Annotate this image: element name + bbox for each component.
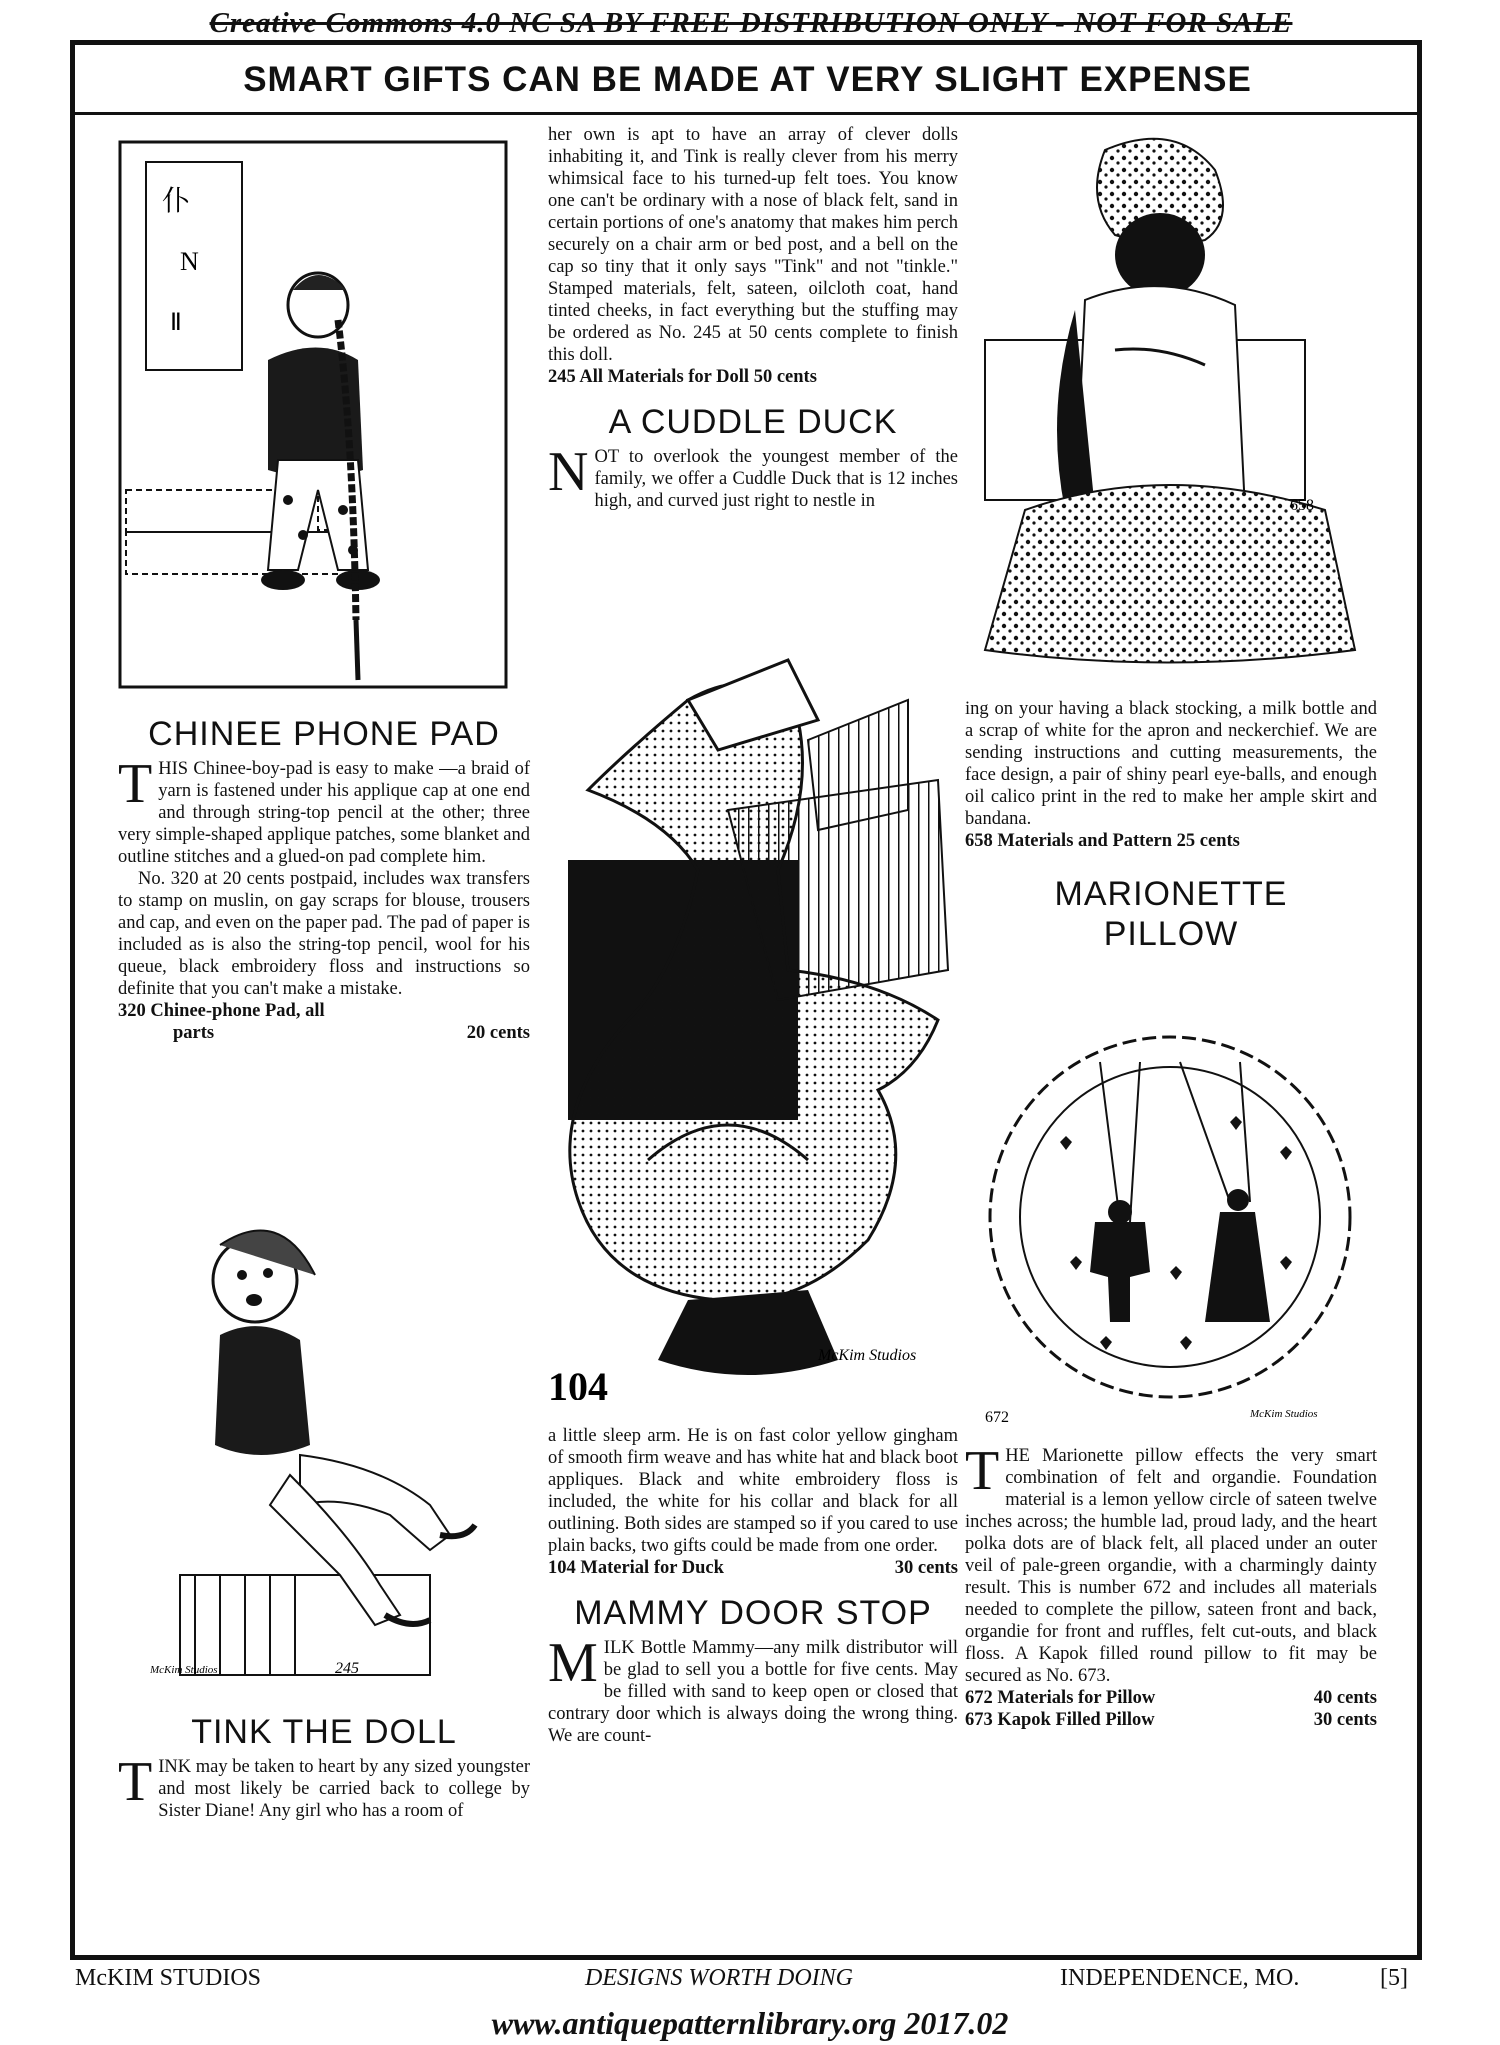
footer-center: DESIGNS WORTH DOING [585,1965,853,1991]
pillow-title-line-2: PILLOW [1103,915,1239,953]
headline-rule [75,112,1420,115]
pillow-title-line-1: MARIONETTE [1054,875,1288,913]
pillow-paragraph-1: HE Marionette pillow effects the very smart combination of felt and organdie. Foundation material is a lemon yellow circle of sateen twelve inches across; the humble lad, proud lady, and the heart polka dots are of black felt, all placed under an outer veil of pale-green organdie, with a charmingly dainty result. This is number 672 and includes all materials needed to complete the pillow, sateen front and back, organdie for front and ruffles, felt cut-outs, and black floss. A Kapok filled round pillow to fit may be secured as No. 673. [965,1446,1377,1686]
mammy-paragraph-1: ILK Bottle Mammy—any milk distributor will be glad to sell you a bottle for five cents. May be filled with sand to keep open or closed that contrary door which is always doing the wrong thing. We are count- [548,1638,958,1746]
tink-dropcap: T [118,1751,153,1813]
duck-body [548,441,958,512]
duck-order-item: 104 Material for Duck [548,1558,724,1578]
pillow-section [965,1440,1377,1731]
chinee-order-line-2 [118,1022,530,1044]
svg-text:仆: 仆 [162,186,191,217]
tink-doll-illustration [150,1205,480,1680]
mammy-continued-section [965,698,1377,954]
pillow-order-673 [965,1709,1377,1731]
footer-left: McKIM STUDIOS [75,1965,261,1991]
tink-studio-mark: McKim Studios [150,1664,218,1676]
mammy-continued-paragraph: ing on your having a black stocking, a milk bottle and a scrap of white for the apron and neckerchief. We are sending instructions and cutting measurements, the face design, a pair of shiny pearl eye-balls, and enough oil calico print in the red to make her ample skirt and bandana. [965,699,1377,829]
chinee-title: CHINEE PHONE PAD [148,715,500,753]
pillow-order-672-price: 40 cents [1313,1688,1377,1708]
chinee-section [118,714,530,1044]
license-text: Creative Commons 4.0 NC SA BY FREE DISTRIBUTION ONLY - NOT FOR SALE [209,7,1293,39]
mammy-door-stop-illustration [965,130,1375,670]
svg-text:N: N [180,247,199,276]
tink-order: 245 All Materials for Doll 50 cents [548,367,817,387]
site-credit: www.antiquepatternlibrary.org 2017.02 [491,2005,1009,2041]
pillow-body [965,1440,1377,1687]
pillow-order-673-price: 30 cents [1313,1710,1377,1730]
pillow-order-673-item: 673 Kapok Filled Pillow [965,1710,1155,1730]
pillow-studio-mark: McKim Studios [1250,1408,1318,1420]
footer-right: INDEPENDENCE, MO. [1060,1965,1300,1991]
duck-order-price: 30 cents [894,1558,958,1578]
mammy-body [548,1632,958,1747]
tink-section [118,1712,530,1822]
duck-dropcap: N [548,441,589,503]
footer-page-number: [5] [1380,1965,1408,1991]
chinee-phone-pad-illustration [118,140,508,690]
chinee-body [118,753,530,1000]
chinee-order-parts: parts [173,1023,215,1043]
duck-paragraph-1: OT to overlook the youngest member of the family, we offer a Cuddle Duck that is 12 inches high, and curved just right to nestle in [594,447,958,511]
chinee-paragraph-1: HIS Chinee-boy-pad is easy to make —a braid of yarn is fastened under his applique cap at one end and through string-top pencil at the other; three very simple-shaped applique patches, some blanket and outline stitches and a glued-on pad complete him. [118,759,530,867]
pillow-order-672-item: 672 Materials for Pillow [965,1688,1156,1708]
chinee-order-line-1: 320 Chinee-phone Pad, all [118,1001,325,1021]
pillow-caption: 672 [985,1409,1009,1426]
duck-continued-paragraph: a little sleep arm. He is on fast color yellow gingham of smooth firm weave and has white hat and black boot appliques. Black and white embroidery floss is included, the white for his collar and black for all outlining. Both sides are stamped so if you cared to use plain backs, two gifts could be made from one order. [548,1426,958,1556]
tink-paragraph-1: INK may be taken to heart by any sized youngster and most likely be carried back to college by Sister Diane! Any girl who has a room of [158,1757,530,1821]
license-banner [72,6,1430,40]
svg-text:Ⅱ: Ⅱ [170,310,182,336]
tink-caption: 245 [335,1660,359,1677]
cuddle-duck-illustration [548,640,968,1400]
mammy-caption: 658 [1290,497,1314,514]
marionette-pillow-illustration [980,1022,1360,1432]
chinee-dropcap: T [118,753,153,815]
tink-body [118,1751,530,1822]
tink-title: TINK THE DOLL [191,1713,457,1751]
duck-caption: 104 [548,1364,608,1400]
tink-continued-paragraph: her own is apt to have an array of clever dolls inhabiting it, and Tink is really clever from his merry whimsical face to his turned-up felt toes. You know one can't be ordinary with a nose of black felt, sand in certain portions of one's anatomy that makes him perch securely on a chair arm or bed post, and a bell on the cap so tiny that it only says "Tink" and not "tinkle." Stamped materials, felt, sateen, oilcloth coat, hand tinted cheeks, in fact everything but the stuffing may be ordered as No. 245 at 50 cents complete to finish this doll. [548,125,958,365]
pillow-order-672 [965,1687,1377,1709]
duck-order [548,1557,958,1579]
mammy-order: 658 Materials and Pattern 25 cents [965,831,1240,851]
page-headline: SMART GIFTS CAN BE MADE AT VERY SLIGHT EXPENSE [243,60,1252,99]
duck-continued-section [548,1425,958,1747]
chinee-paragraph-2: No. 320 at 20 cents postpaid, includes wax transfers to stamp on muslin, on gay scraps for blouse, trousers and cap, and even on the paper pad. The pad of paper is included as is also the string-top pencil, wool for his queue, black embroidery floss and instructions so definite that you can't make a mistake. [118,869,530,999]
pillow-dropcap: T [965,1440,1000,1502]
tink-continued-section [548,124,958,512]
duck-studio-mark: McKim Studios [818,1347,917,1364]
mammy-dropcap: M [548,1632,598,1694]
mammy-title: MAMMY DOOR STOP [574,1594,932,1632]
chinee-order-price: 20 cents [466,1023,530,1043]
duck-title: A CUDDLE DUCK [608,403,898,441]
